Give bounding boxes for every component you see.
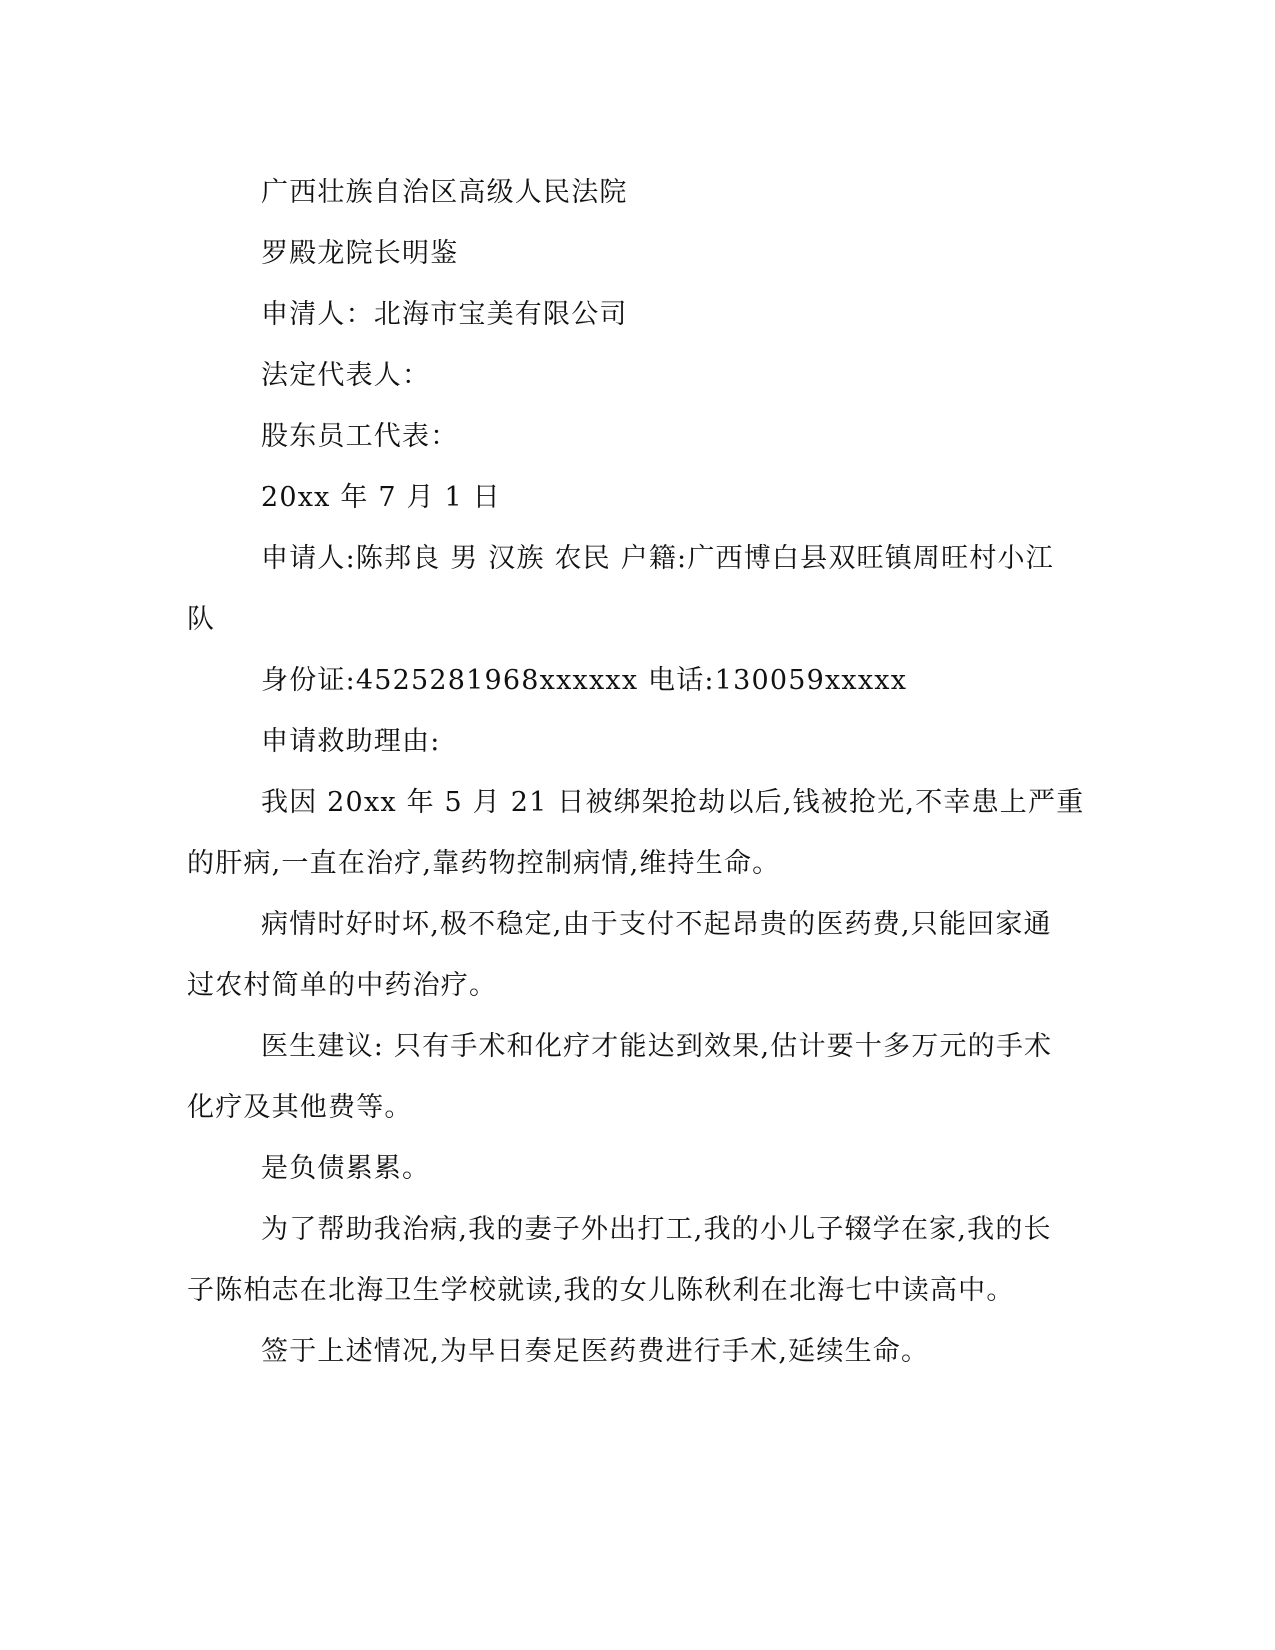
employee-representative-line: 股东员工代表： bbox=[261, 421, 459, 452]
paragraph-line: 签于上述情况,为早日奏足医药费进行手术,延续生命。 bbox=[261, 1336, 930, 1367]
addressee-line: 罗殿龙院长明鉴 bbox=[261, 238, 459, 269]
applicant-info-line: 申请人:陈邦良 男 汉族 农民 户籍:广西博白县双旺镇周旺村小江 bbox=[261, 543, 1054, 574]
paragraph-line: 的肝病,一直在治疗,靠药物控制病情,维持生命。 bbox=[187, 848, 781, 879]
applicant-company-line: 申清人：北海市宝美有限公司 bbox=[261, 299, 628, 330]
paragraph-line: 医生建议: 只有手术和化疗才能达到效果,估计要十多万元的手术 bbox=[261, 1031, 1053, 1062]
paragraph-line: 过农村简单的中药治疗。 bbox=[187, 970, 498, 1001]
legal-representative-line: 法定代表人： bbox=[261, 360, 431, 391]
paragraph-line: 为了帮助我治病,我的妻子外出打工,我的小儿子辍学在家,我的长 bbox=[261, 1214, 1052, 1245]
court-name-line: 广西壮族自治区高级人民法院 bbox=[261, 177, 628, 208]
document-body bbox=[187, 162, 1085, 1382]
paragraph-line: 病情时好时坏,极不稳定,由于支付不起昂贵的医药费,只能回家通 bbox=[261, 909, 1052, 940]
paragraph-line: 是负债累累。 bbox=[261, 1153, 431, 1184]
paragraph-line: 化疗及其他费等。 bbox=[187, 1092, 413, 1123]
applicant-info-continuation: 队 bbox=[187, 604, 216, 635]
paragraph-line: 子陈柏志在北海卫生学校就读,我的女儿陈秋利在北海七中读高中。 bbox=[187, 1275, 1015, 1306]
paragraph-line: 我因 20xx 年 5 月 21 日被绑架抢劫以后,钱被抢光,不幸患上严重 bbox=[261, 787, 1085, 818]
id-phone-line: 身份证:4525281968xxxxxx 电话:130059xxxxx bbox=[261, 665, 908, 696]
date-line: 20xx 年 7 月 1 日 bbox=[261, 482, 501, 513]
reason-heading: 申请救助理由: bbox=[261, 726, 441, 757]
